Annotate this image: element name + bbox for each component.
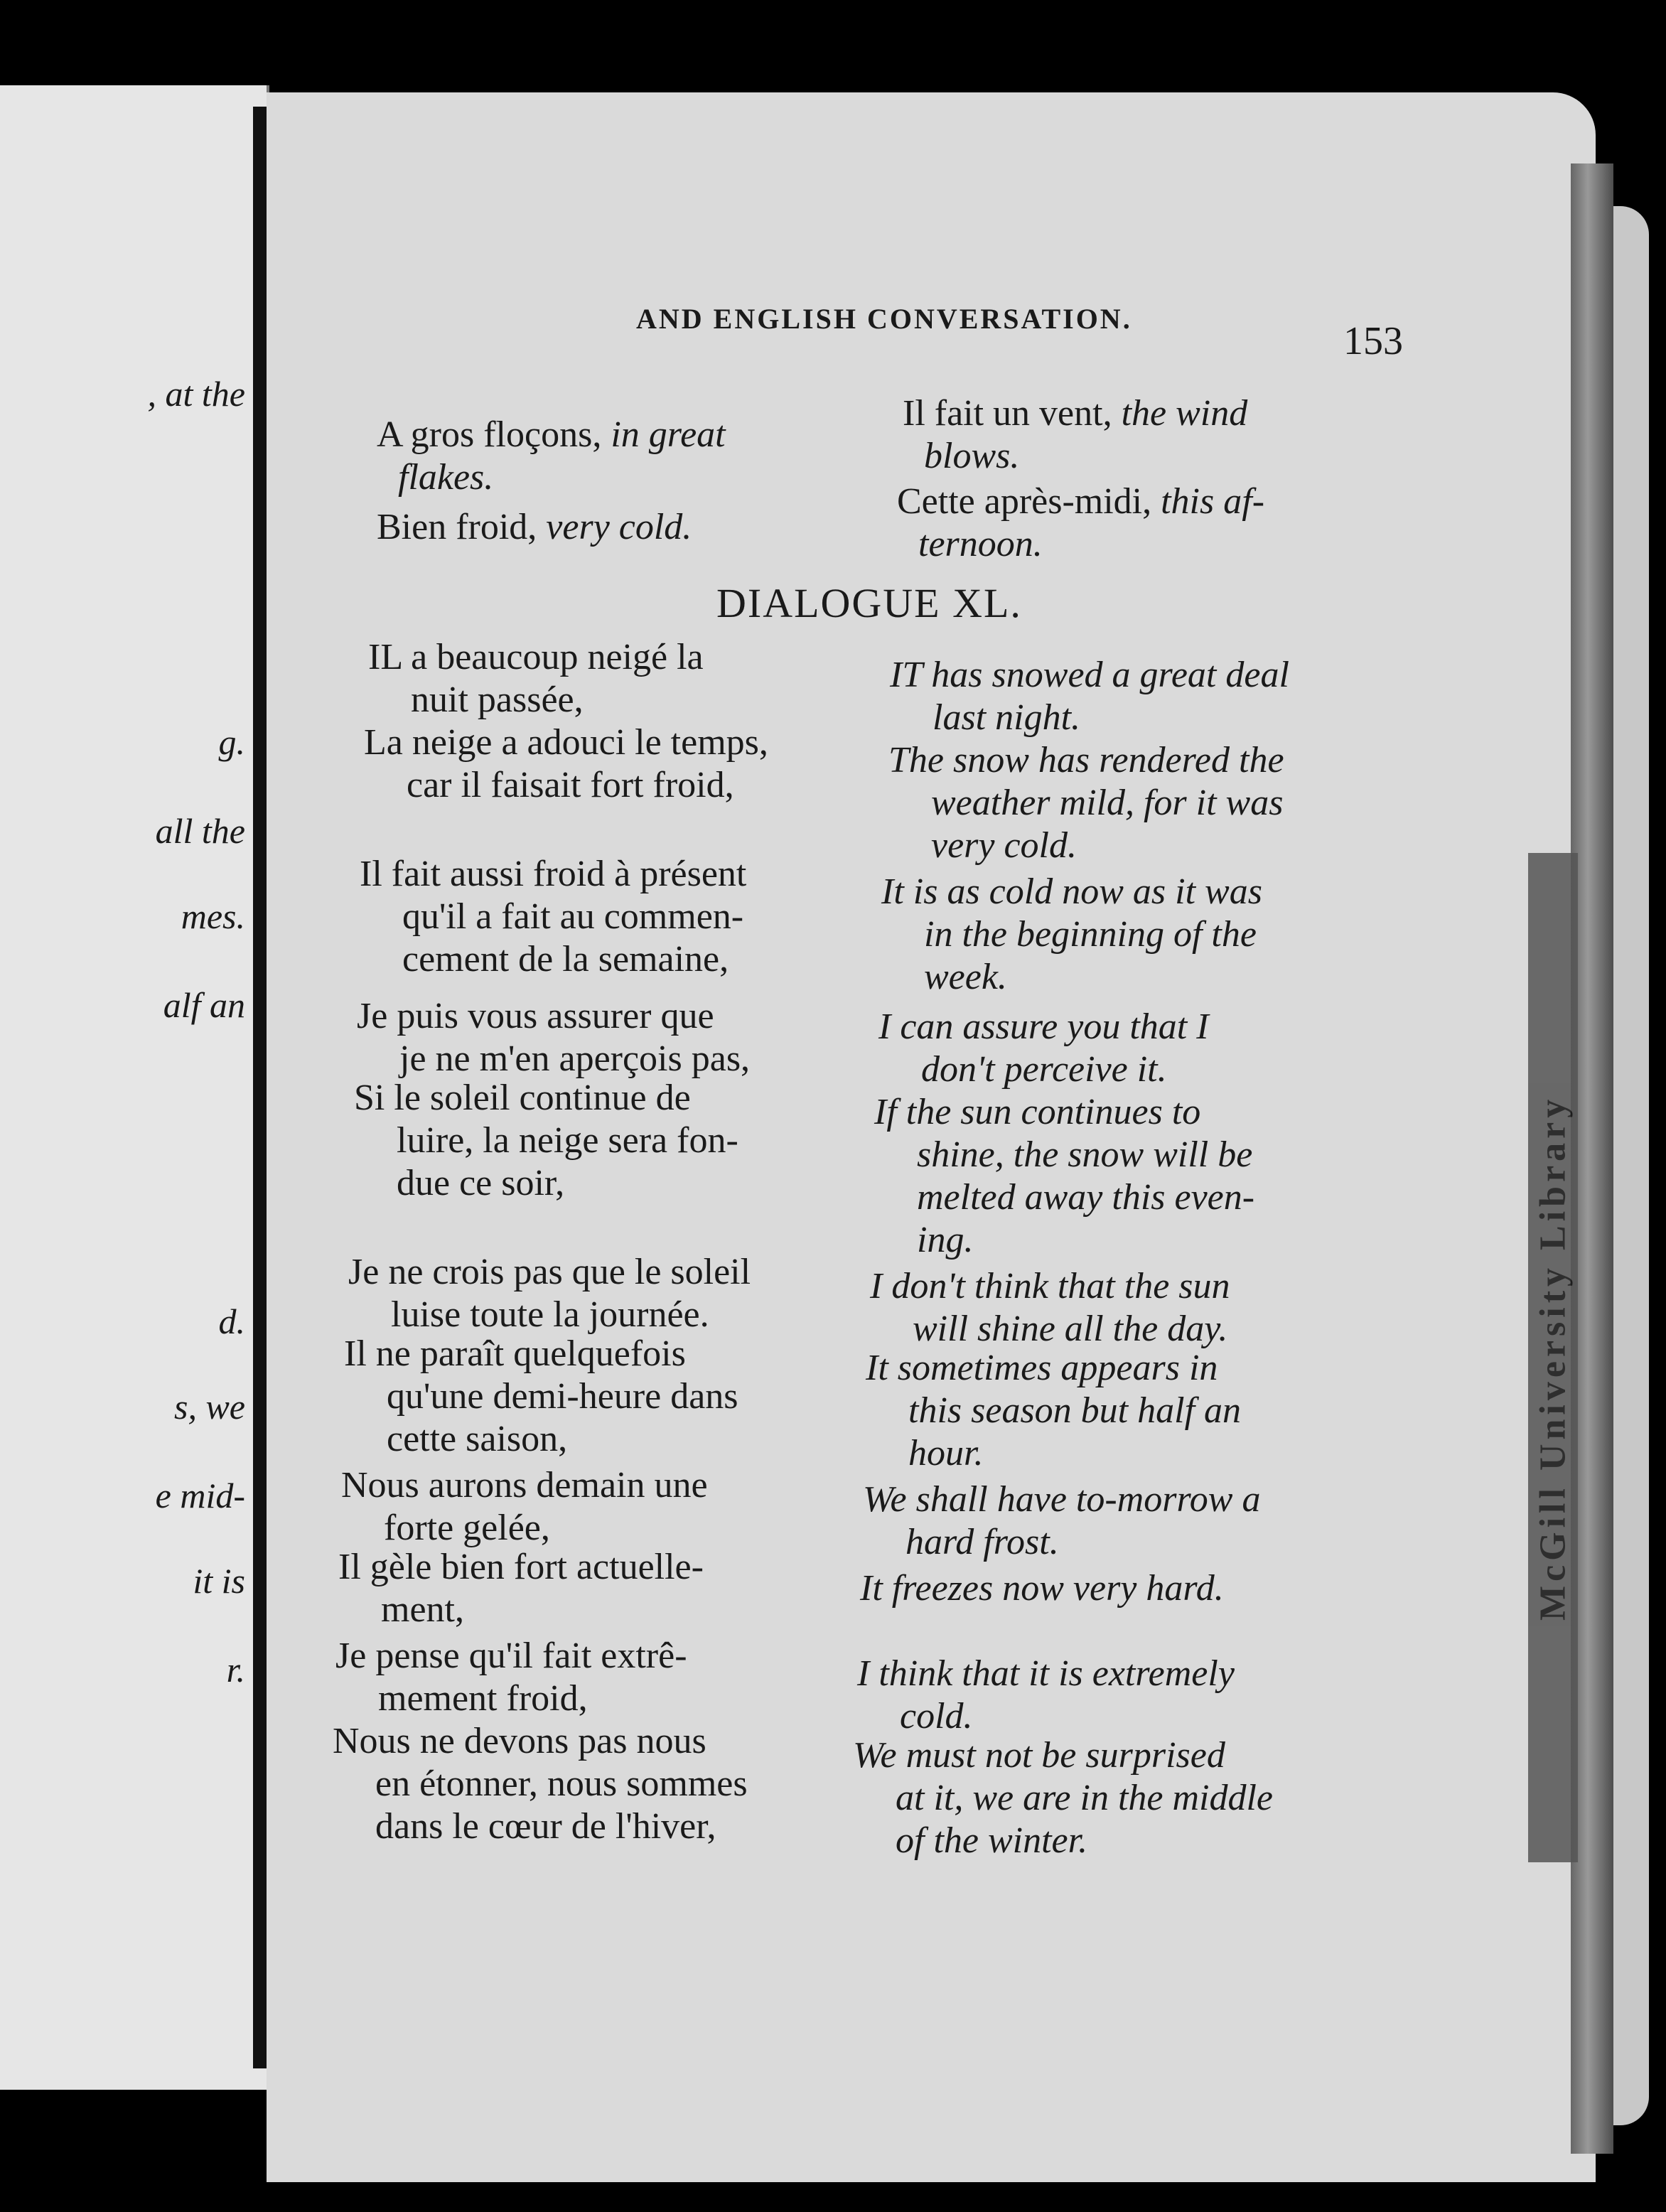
vocab-entry	[377, 414, 726, 499]
dialogue-english	[881, 871, 1262, 999]
english-line: hard frost.	[905, 1522, 1059, 1562]
french-line: Il ne paraît quelquefois	[344, 1333, 686, 1374]
french-line: je ne m'en aperçois pas,	[399, 1038, 751, 1079]
library-edge-stamp: McGill University Library	[1528, 853, 1578, 1862]
english-line: ing.	[917, 1220, 974, 1260]
vocab-french: Il fait un vent,	[903, 393, 1122, 434]
english-line: I think that it is extremely	[857, 1653, 1235, 1694]
vocab-french: A gros floçons,	[377, 414, 611, 455]
english-line: The snow has rendered the	[888, 740, 1284, 780]
vocab-english: ternoon.	[918, 524, 1043, 564]
english-line: will shine all the day.	[913, 1309, 1228, 1349]
english-line: I can assure you that I	[878, 1006, 1209, 1047]
english-line: It freezes now very hard.	[860, 1568, 1224, 1609]
english-line: last night.	[933, 697, 1081, 738]
left-page-fragment: g.	[218, 722, 245, 762]
page-number: 153	[1343, 319, 1403, 363]
english-line: this season but half an	[908, 1390, 1242, 1431]
english-line: It sometimes appears in	[866, 1348, 1218, 1388]
english-line: hour.	[908, 1433, 984, 1473]
french-line: Il gèle bien fort actuelle-	[338, 1547, 704, 1587]
french-line: Nous ne devons pas nous	[333, 1721, 706, 1761]
vocab-english: very cold.	[546, 507, 692, 547]
left-page	[0, 85, 269, 2090]
vocab-english: this af-	[1161, 481, 1265, 522]
dialogue-french	[360, 853, 746, 981]
french-line: Nous aurons demain une	[341, 1465, 708, 1505]
vocab-english: the wind	[1121, 393, 1248, 434]
french-line: luise toute la journée.	[391, 1294, 709, 1335]
left-page-fragment: all the	[155, 811, 245, 851]
french-line: Si le soleil continue de	[354, 1078, 691, 1118]
vocab-french: Bien froid,	[377, 507, 547, 547]
left-page-fragment: e mid-	[155, 1476, 245, 1515]
vocab-english: in great	[611, 414, 726, 455]
dialogue-french	[357, 995, 750, 1080]
dialogue-french	[364, 721, 768, 807]
dialogue-english	[890, 654, 1289, 739]
dialogue-english	[860, 1567, 1224, 1610]
english-line: cold.	[900, 1696, 973, 1736]
english-line: We must not be surprised	[853, 1735, 1225, 1776]
french-line: en étonner, nous sommes	[375, 1763, 748, 1804]
french-line: La neige a adouci le temps,	[364, 722, 768, 763]
english-line: very cold.	[931, 825, 1077, 866]
french-line: Je puis vous assurer que	[357, 996, 714, 1036]
french-line: due ce soir,	[397, 1163, 565, 1203]
vocab-entry	[903, 392, 1247, 478]
french-line: Je ne crois pas que le soleil	[348, 1252, 751, 1292]
english-line: IT has snowed a great deal	[890, 655, 1289, 695]
english-line: If the sun continues to	[874, 1092, 1201, 1132]
french-line: mement froid,	[378, 1678, 588, 1719]
french-line: forte gelée,	[384, 1508, 550, 1548]
left-page-fragment: r.	[226, 1650, 245, 1690]
english-line: weather mild, for it was	[931, 783, 1284, 823]
vocab-french: Cette après-midi,	[897, 481, 1161, 522]
english-line: don't perceive it.	[921, 1049, 1167, 1090]
french-line: dans le cœur de l'hiver,	[375, 1806, 716, 1847]
dialogue-title: DIALOGUE XL.	[716, 580, 1022, 626]
dialogue-french	[335, 1635, 687, 1720]
english-line: at it, we are in the middle	[896, 1778, 1273, 1818]
vocab-english: flakes.	[398, 457, 494, 498]
dialogue-english	[853, 1734, 1273, 1862]
left-page-fragment: mes.	[181, 896, 245, 936]
french-line: qu'il a fait au commen-	[402, 896, 744, 937]
dialogue-french	[338, 1546, 704, 1631]
english-line: It is as cold now as it was	[881, 871, 1262, 912]
french-line: cette saison,	[387, 1419, 568, 1459]
dialogue-french	[344, 1333, 738, 1461]
french-line: cement de la semaine,	[402, 939, 729, 979]
english-line: melted away this even-	[917, 1177, 1255, 1218]
french-line: ment,	[381, 1589, 464, 1630]
vocab-entry	[377, 506, 692, 549]
french-line: IL a beaucoup neigé la	[368, 637, 704, 677]
dialogue-french	[333, 1720, 748, 1848]
dialogue-french	[341, 1464, 708, 1550]
back-cover-edge	[1613, 206, 1649, 2125]
french-line: Il fait aussi froid à présent	[360, 854, 747, 894]
english-line: shine, the snow will be	[917, 1134, 1253, 1175]
dialogue-english	[857, 1653, 1235, 1738]
dialogue-french	[348, 1251, 751, 1336]
vocab-entry	[897, 480, 1264, 566]
french-line: qu'une demi-heure dans	[387, 1376, 738, 1417]
left-page-fragment: , at the	[147, 374, 245, 414]
english-line: We shall have to-morrow a	[863, 1479, 1261, 1520]
french-line: car il faisait fort froid,	[407, 765, 734, 805]
dialogue-english	[888, 739, 1284, 867]
french-line: Je pense qu'il fait extrê-	[335, 1636, 687, 1676]
running-title: AND ENGLISH CONVERSATION.	[636, 303, 1132, 335]
dialogue-english	[878, 1006, 1209, 1091]
left-page-fragment: it is	[193, 1561, 245, 1601]
english-line: in the beginning of the	[924, 914, 1257, 955]
french-line: nuit passée,	[411, 680, 584, 720]
dialogue-english	[870, 1265, 1230, 1351]
english-line: I don't think that the sun	[870, 1266, 1230, 1306]
vocab-english: blows.	[924, 436, 1020, 476]
dialogue-english	[866, 1347, 1241, 1475]
dialogue-english	[863, 1478, 1260, 1564]
french-line: luire, la neige sera fon-	[397, 1120, 738, 1161]
left-page-fragment: s, we	[174, 1387, 245, 1427]
english-line: of the winter.	[896, 1820, 1088, 1861]
english-line: week.	[924, 957, 1007, 997]
left-page-fragment: d.	[218, 1301, 245, 1341]
dialogue-english	[874, 1091, 1254, 1262]
dialogue-french	[354, 1077, 738, 1205]
dialogue-french	[368, 636, 704, 721]
left-page-fragment: alf an	[163, 985, 245, 1025]
